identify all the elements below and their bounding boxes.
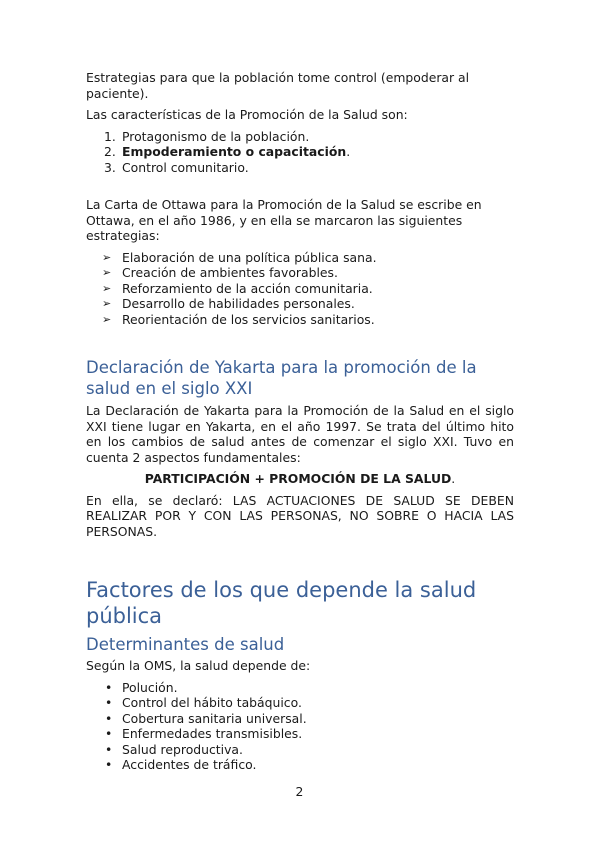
- bullet-icon: •: [105, 710, 113, 726]
- list-item: [86, 129, 514, 145]
- arrow-bullet-icon: ➢: [102, 297, 112, 310]
- bullet-icon: •: [105, 741, 113, 757]
- bullet-icon: •: [105, 695, 113, 710]
- list-item: [86, 250, 514, 266]
- factores-heading: Factores de los que depende la salud pública: [86, 578, 477, 628]
- list-item-text: Polución.: [122, 679, 178, 695]
- list-number: 2.: [104, 144, 116, 159]
- formula-text: PARTICIPACIÓN + PROMOCIÓN DE LA SALUD: [144, 471, 452, 486]
- page-content: [86, 70, 514, 773]
- list-item: [86, 695, 514, 711]
- bullet-icon: •: [105, 679, 113, 695]
- formula-suffix: .: [451, 471, 456, 486]
- list-item-text: Desarrollo de habilidades personales.: [122, 296, 355, 311]
- list-item: [86, 160, 514, 176]
- list-number: 3.: [104, 159, 116, 175]
- list-item-text: Enfermedades transmisibles.: [122, 726, 303, 741]
- list-item: [86, 296, 514, 312]
- list-item-text: Control del hábito tabáquico.: [122, 695, 302, 710]
- list-item-text: Empoderamiento o capacitación: [122, 144, 347, 159]
- yakarta-heading: Declaración de Yakarta para la promoción de la salud en el siglo XXI: [86, 358, 477, 398]
- ottawa-strategies-list: [86, 250, 514, 328]
- arrow-bullet-icon: ➢: [102, 266, 112, 279]
- list-item-text: Control comunitario.: [122, 159, 249, 175]
- list-item-text: Cobertura sanitaria universal.: [122, 710, 307, 726]
- ottawa-paragraph: La Carta de Ottawa para la Promoción de la Salud se escribe en Ottawa, en el año 1986, y en ella se marcaron las siguientes estrategias:: [86, 197, 482, 243]
- characteristics-list: [86, 129, 514, 176]
- list-number: 1.: [104, 128, 116, 144]
- arrow-bullet-icon: ➢: [102, 250, 112, 264]
- list-item-text: Salud reproductiva.: [122, 741, 243, 757]
- list-item-text: Protagonismo de la población.: [122, 128, 310, 144]
- list-item: [86, 281, 514, 297]
- list-item: [86, 742, 514, 758]
- list-item-text: Accidentes de tráfico.: [122, 757, 257, 772]
- list-item: [86, 711, 514, 727]
- arrow-bullet-icon: ➢: [102, 281, 112, 295]
- list-item-suffix: .: [346, 144, 351, 159]
- list-item-text: Reforzamiento de la acción comunitaria.: [122, 280, 373, 296]
- arrow-bullet-icon: ➢: [102, 312, 112, 326]
- list-item: [86, 726, 514, 742]
- intro-paragraph: Estrategias para que la población tome control (empoderar al paciente).: [86, 70, 470, 101]
- list-item: [86, 144, 514, 160]
- bullet-icon: •: [105, 726, 113, 741]
- list-item-text: Creación de ambientes favorables.: [122, 265, 338, 280]
- list-item-text: Elaboración de una política pública sana.: [122, 249, 377, 265]
- yakarta-declaration: En ella, se declaró: LAS ACTUACIONES DE SALUD SE DEBEN REALIZAR POR Y CON LAS PERSONAS, NO SOBRE O HACIA LAS PERSONAS.: [86, 492, 514, 539]
- determinantes-subheading: Determinantes de salud: [86, 635, 285, 654]
- determinantes-intro: Según la OMS, la salud depende de:: [86, 658, 311, 673]
- characteristics-intro: Las características de la Promoción de la Salud son:: [86, 107, 408, 122]
- bullet-icon: •: [105, 757, 113, 772]
- page-number: 2: [295, 784, 304, 799]
- list-item: [86, 680, 514, 696]
- yakarta-formula: [86, 471, 514, 487]
- list-item: [86, 757, 514, 773]
- yakarta-paragraph: La Declaración de Yakarta para la Promoción de la Salud en el siglo XXI tiene lugar en Yakarta, en el año 1997. Se trata del último hito en los cambios de salud antes de comenzar el siglo XXI. Tuvo en cuenta 2 aspectos fundamentales:: [86, 403, 514, 465]
- determinantes-list: [86, 680, 514, 773]
- list-item-text: Reorientación de los servicios sanitarios.: [122, 311, 375, 327]
- list-item: [86, 312, 514, 328]
- list-item: [86, 265, 514, 281]
